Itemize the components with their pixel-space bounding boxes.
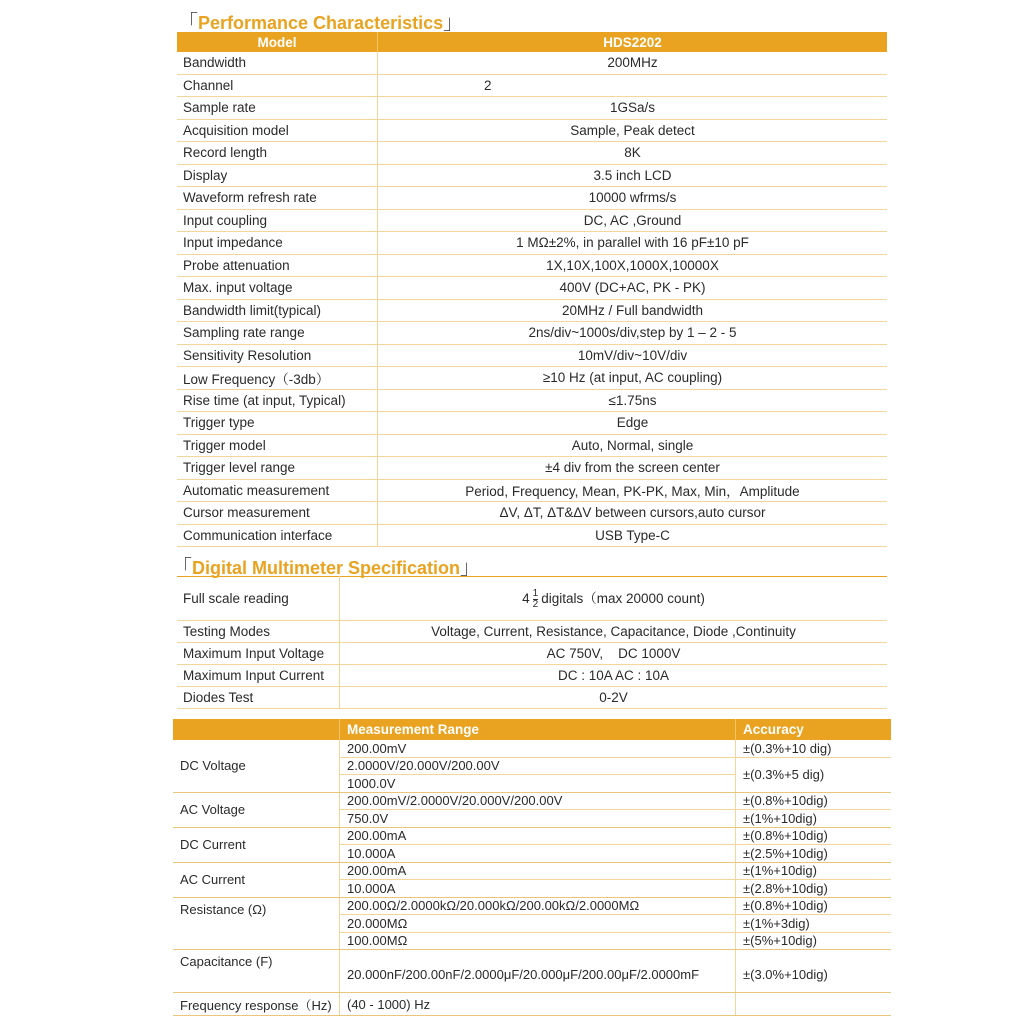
row-value: 2ns/div~1000s/div,step by 1 – 2 - 5 xyxy=(378,322,888,345)
row-value: DC : 10A AC : 10A xyxy=(340,665,888,687)
row-label: Bandwidth xyxy=(177,52,378,74)
table-row xyxy=(177,621,887,643)
row-value: Auto, Normal, single xyxy=(378,434,888,457)
accuracy-cell xyxy=(736,993,892,1016)
row-value: ±4 div from the screen center xyxy=(378,457,888,480)
function-ac-current: AC Current xyxy=(173,862,340,897)
table-row xyxy=(177,344,887,367)
accuracy-cell: ±(1%+10dig) xyxy=(736,810,892,828)
range-cell: 200.00mV/2.0000V/20.000V/200.00V xyxy=(340,792,736,810)
bracket-close: 」 xyxy=(443,12,464,34)
accuracy-cell: ±(0.8%+10dig) xyxy=(736,792,892,810)
table-row xyxy=(173,792,891,810)
row-label: Cursor measurement xyxy=(177,502,378,525)
table-row xyxy=(177,434,887,457)
table-row xyxy=(173,950,891,993)
accuracy-cell: ±(0.3%+5 dig) xyxy=(736,757,892,792)
table-row xyxy=(177,232,887,255)
row-value: AC 750V, DC 1000V xyxy=(340,643,888,665)
bracket-open: 「 xyxy=(172,557,192,579)
header-accuracy: Accuracy xyxy=(743,722,804,737)
range-header-row xyxy=(173,719,891,740)
row-value: 1GSa/s xyxy=(378,97,888,120)
row-value: 400V (DC+AC, PK - PK) xyxy=(378,277,888,300)
table-row xyxy=(173,897,891,915)
row-value: Sample, Peak detect xyxy=(378,119,888,142)
performance-title-text: Performance Characteristics xyxy=(198,13,444,33)
full-scale-rest: digitals（max 20000 count) xyxy=(541,591,705,607)
row-label: Diodes Test xyxy=(177,687,340,709)
accuracy-cell: ±(0.8%+10dig) xyxy=(736,827,892,845)
table-row xyxy=(177,209,887,232)
table-row xyxy=(177,322,887,345)
row-label: Input impedance xyxy=(177,232,378,255)
row-label: Display xyxy=(177,164,378,187)
accuracy-cell: ±(1%+10dig) xyxy=(736,862,892,880)
range-cell: 100.00MΩ xyxy=(340,932,736,950)
multimeter-table xyxy=(177,576,887,709)
range-cell: 200.00mA xyxy=(340,862,736,880)
row-value: Period, Frequency, Mean, PK-PK, Max, Min，Amplitude xyxy=(378,479,888,502)
row-label: Channel xyxy=(177,74,378,97)
accuracy-cell: ±(2.8%+10dig) xyxy=(736,880,892,898)
accuracy-cell: ±(0.3%+10 dig) xyxy=(736,740,892,757)
range-cell: (40 - 1000) Hz xyxy=(340,993,736,1016)
row-label: Acquisition model xyxy=(177,119,378,142)
accuracy-cell: ±(2.5%+10dig) xyxy=(736,845,892,863)
table-row xyxy=(177,502,887,525)
table-row xyxy=(177,577,887,621)
row-label: Maximum Input Current xyxy=(177,665,340,687)
row-value: 10000 wfrms/s xyxy=(378,187,888,210)
table-row xyxy=(177,665,887,687)
range-cell: 2.0000V/20.000V/200.00V xyxy=(340,757,736,775)
table-row xyxy=(177,643,887,665)
function-capacitance: Capacitance (F) xyxy=(173,950,340,993)
row-label: Sampling rate range xyxy=(177,322,378,345)
row-value: Edge xyxy=(378,412,888,435)
header-range: Measurement Range xyxy=(340,719,736,740)
table-row xyxy=(177,479,887,502)
row-value: 200MHz xyxy=(378,52,888,74)
row-label: Probe attenuation xyxy=(177,254,378,277)
performance-table xyxy=(177,32,887,547)
header-function xyxy=(173,719,340,740)
range-cell: 750.0V xyxy=(340,810,736,828)
row-value: 2 xyxy=(378,74,888,97)
table-row xyxy=(177,254,887,277)
row-value: DC, AC ,Ground xyxy=(378,209,888,232)
row-label: Rise time (at input, Typical) xyxy=(177,389,378,412)
row-value: 3.5 inch LCD xyxy=(378,164,888,187)
table-row xyxy=(177,299,887,322)
row-label: Low Frequency（-3db） xyxy=(177,367,378,390)
table-row xyxy=(173,827,891,845)
row-label: Trigger type xyxy=(177,412,378,435)
row-label: Record length xyxy=(177,142,378,165)
accuracy-cell: ±(3.0%+10dig) xyxy=(736,950,892,993)
row-value: ≥10 Hz (at input, AC coupling) xyxy=(378,367,888,390)
table-row xyxy=(177,119,887,142)
table-row xyxy=(173,740,891,757)
table-row xyxy=(177,52,887,74)
table-row xyxy=(177,74,887,97)
fraction-numerator: 1 xyxy=(532,587,539,599)
range-cell: 10.000A xyxy=(340,845,736,863)
function-dc-voltage: DC Voltage xyxy=(173,740,340,792)
accuracy-cell: ±(5%+10dig) xyxy=(736,932,892,950)
row-label: Trigger level range xyxy=(177,457,378,480)
row-value: 20MHz / Full bandwidth xyxy=(378,299,888,322)
row-value: 1X,10X,100X,1000X,10000X xyxy=(378,254,888,277)
table-row xyxy=(177,367,887,390)
table-row xyxy=(173,993,891,1016)
function-ac-voltage: AC Voltage xyxy=(173,792,340,827)
table-row xyxy=(177,412,887,435)
row-value: 10mV/div~10V/div xyxy=(378,344,888,367)
table-row xyxy=(177,524,887,547)
function-frequency: Frequency response（Hz) xyxy=(173,993,340,1016)
header-model-value: HDS2202 xyxy=(603,34,662,50)
performance-header-row xyxy=(177,32,887,52)
row-value: ΔV, ΔT, ΔT&ΔV between cursors,auto cursor xyxy=(378,502,888,525)
bracket-open: 「 xyxy=(178,12,198,34)
row-label: Testing Modes xyxy=(177,621,340,643)
table-row xyxy=(177,187,887,210)
table-row xyxy=(177,389,887,412)
header-model-label: Model xyxy=(177,32,378,52)
function-dc-current: DC Current xyxy=(173,827,340,862)
row-label: Trigger model xyxy=(177,434,378,457)
range-cell: 1000.0V xyxy=(340,775,736,793)
row-label: Waveform refresh rate xyxy=(177,187,378,210)
table-row xyxy=(173,862,891,880)
row-label: Full scale reading xyxy=(177,577,340,621)
row-label: Automatic measurement xyxy=(177,479,378,502)
row-label: Sample rate xyxy=(177,97,378,120)
row-value: 1 MΩ±2%, in parallel with 16 pF±10 pF xyxy=(378,232,888,255)
row-label: Input coupling xyxy=(177,209,378,232)
full-scale-whole: 4 xyxy=(522,591,530,607)
table-row xyxy=(177,97,887,120)
accuracy-cell: ±(0.8%+10dig) xyxy=(736,897,892,915)
row-value: USB Type-C xyxy=(378,524,888,547)
row-label: Bandwidth limit(typical) xyxy=(177,299,378,322)
row-value: 0-2V xyxy=(340,687,888,709)
bracket-close: 」 xyxy=(460,557,481,579)
row-label: Maximum Input Voltage xyxy=(177,643,340,665)
row-label: Max. input voltage xyxy=(177,277,378,300)
measurement-range-table xyxy=(173,719,891,1016)
row-value: Voltage, Current, Resistance, Capacitance, Diode ,Continuity xyxy=(340,621,888,643)
table-row xyxy=(177,457,887,480)
table-row xyxy=(177,277,887,300)
full-scale-value xyxy=(340,577,888,621)
range-cell: 200.00Ω/2.0000kΩ/20.000kΩ/200.00kΩ/2.0000MΩ xyxy=(340,897,736,915)
table-row xyxy=(177,687,887,709)
row-label: Communication interface xyxy=(177,524,378,547)
range-cell: 20.000nF/200.00nF/2.0000μF/20.000μF/200.00μF/2.0000mF xyxy=(340,950,736,993)
range-cell: 200.00mA xyxy=(340,827,736,845)
row-label: Sensitivity Resolution xyxy=(177,344,378,367)
row-value: ≤1.75ns xyxy=(378,389,888,412)
performance-title xyxy=(178,6,463,35)
function-resistance: Resistance (Ω) xyxy=(173,897,340,950)
half-fraction xyxy=(533,589,539,610)
fraction-denominator: 2 xyxy=(532,598,539,610)
range-cell: 200.00mV xyxy=(340,740,736,757)
range-cell: 10.000A xyxy=(340,880,736,898)
row-value: 8K xyxy=(378,142,888,165)
multimeter-title-text: Digital Multimeter Specification xyxy=(192,558,461,578)
table-row xyxy=(177,164,887,187)
table-row xyxy=(177,142,887,165)
accuracy-cell: ±(1%+3dig) xyxy=(736,915,892,933)
range-cell: 20.000MΩ xyxy=(340,915,736,933)
